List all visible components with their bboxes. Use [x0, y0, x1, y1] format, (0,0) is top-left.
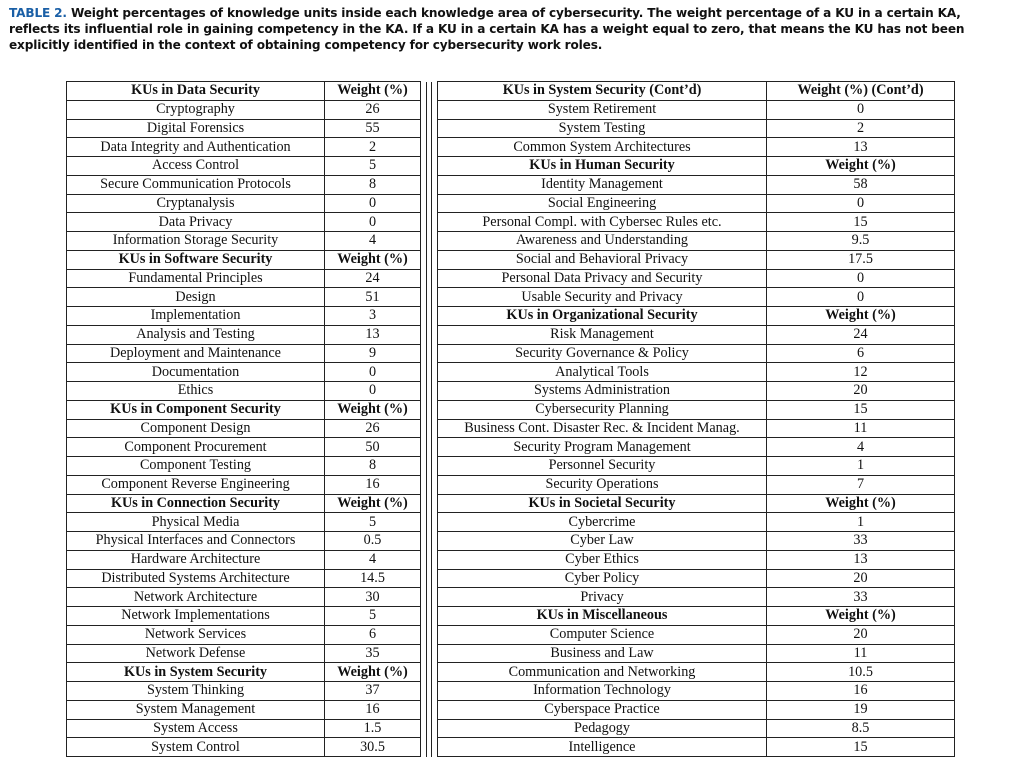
left-weight-value: 0 — [325, 363, 421, 382]
left-weight-value: 30 — [325, 588, 421, 607]
left-section-header: KUs in Component Security — [67, 400, 325, 419]
table-row — [67, 100, 955, 119]
table-row — [67, 194, 955, 213]
right-weight-value: 15 — [767, 738, 955, 757]
left-ku-name: Deployment and Maintenance — [67, 344, 325, 363]
left-ku-name: Data Integrity and Authentication — [67, 138, 325, 157]
right-weight-value: 20 — [767, 382, 955, 401]
left-weight-value: 5 — [325, 157, 421, 176]
left-weight-value: 37 — [325, 682, 421, 701]
right-weight-value: 2 — [767, 119, 955, 138]
left-weight-header: Weight (%) — [325, 663, 421, 682]
left-weight-value: 8 — [325, 457, 421, 476]
right-ku-name: Privacy — [438, 588, 767, 607]
left-weight-value: 9 — [325, 344, 421, 363]
left-weight-value: 0 — [325, 213, 421, 232]
right-ku-name: Identity Management — [438, 175, 767, 194]
right-weight-value: 9.5 — [767, 232, 955, 251]
right-ku-name: Social Engineering — [438, 194, 767, 213]
left-ku-name: Digital Forensics — [67, 119, 325, 138]
right-ku-name: System Testing — [438, 119, 767, 138]
left-weight-value: 16 — [325, 475, 421, 494]
table-row — [67, 269, 955, 288]
table-row — [67, 213, 955, 232]
right-weight-value: 12 — [767, 363, 955, 382]
left-ku-name: Network Defense — [67, 644, 325, 663]
right-weight-value: 15 — [767, 213, 955, 232]
left-weight-value: 16 — [325, 700, 421, 719]
right-weight-value: 20 — [767, 625, 955, 644]
right-weight-value: 16 — [767, 682, 955, 701]
right-ku-name: System Retirement — [438, 100, 767, 119]
left-ku-name: Implementation — [67, 307, 325, 326]
table-row — [67, 175, 955, 194]
right-weight-value: 8.5 — [767, 719, 955, 738]
left-weight-header: Weight (%) — [325, 494, 421, 513]
right-section-header: KUs in Miscellaneous — [438, 607, 767, 626]
right-weight-value: 10.5 — [767, 663, 955, 682]
right-ku-name: Pedagogy — [438, 719, 767, 738]
left-ku-name: Cryptanalysis — [67, 194, 325, 213]
left-weight-value: 30.5 — [325, 738, 421, 757]
left-weight-value: 35 — [325, 644, 421, 663]
table-row — [67, 738, 955, 757]
right-weight-value: 0 — [767, 100, 955, 119]
right-weight-value: 6 — [767, 344, 955, 363]
left-weight-value: 6 — [325, 625, 421, 644]
table-row — [67, 250, 955, 269]
right-ku-name: Risk Management — [438, 325, 767, 344]
left-weight-header: Weight (%) — [325, 82, 421, 101]
table-caption — [9, 5, 1013, 53]
left-weight-value: 2 — [325, 138, 421, 157]
right-ku-name: Security Operations — [438, 475, 767, 494]
left-ku-name: System Access — [67, 719, 325, 738]
right-ku-name: Cyberspace Practice — [438, 700, 767, 719]
left-ku-name: Hardware Architecture — [67, 550, 325, 569]
table-row — [67, 682, 955, 701]
right-weight-value: 1 — [767, 513, 955, 532]
left-section-header: KUs in Data Security — [67, 82, 325, 101]
right-ku-name: Business Cont. Disaster Rec. & Incident Manag. — [438, 419, 767, 438]
table-row — [67, 569, 955, 588]
left-ku-name: Secure Communication Protocols — [67, 175, 325, 194]
left-section-header: KUs in System Security — [67, 663, 325, 682]
right-ku-name: Systems Administration — [438, 382, 767, 401]
right-weight-value: 19 — [767, 700, 955, 719]
table-row — [67, 457, 955, 476]
right-weight-header: Weight (%) — [767, 607, 955, 626]
table-row — [67, 232, 955, 251]
right-weight-header: Weight (%) (Cont’d) — [767, 82, 955, 101]
knowledge-unit-weights-table — [66, 81, 955, 757]
right-ku-name: Usable Security and Privacy — [438, 288, 767, 307]
left-weight-value: 0.5 — [325, 532, 421, 551]
left-weight-value: 26 — [325, 100, 421, 119]
right-ku-name: Cyber Law — [438, 532, 767, 551]
left-ku-name: Ethics — [67, 382, 325, 401]
left-ku-name: Data Privacy — [67, 213, 325, 232]
left-ku-name: Design — [67, 288, 325, 307]
left-section-header: KUs in Connection Security — [67, 494, 325, 513]
right-weight-value: 0 — [767, 194, 955, 213]
table-row — [67, 550, 955, 569]
table-row — [67, 400, 955, 419]
table-row — [67, 138, 955, 157]
right-weight-header: Weight (%) — [767, 307, 955, 326]
right-ku-name: Common System Architectures — [438, 138, 767, 157]
left-ku-name: Cryptography — [67, 100, 325, 119]
right-ku-name: Communication and Networking — [438, 663, 767, 682]
table-row — [67, 288, 955, 307]
right-ku-name: Awareness and Understanding — [438, 232, 767, 251]
left-ku-name: Analysis and Testing — [67, 325, 325, 344]
table-row — [67, 700, 955, 719]
right-weight-header: Weight (%) — [767, 494, 955, 513]
table-row — [67, 363, 955, 382]
right-weight-value: 24 — [767, 325, 955, 344]
table-row — [67, 532, 955, 551]
left-ku-name: Network Services — [67, 625, 325, 644]
table-row — [67, 475, 955, 494]
right-weight-value: 1 — [767, 457, 955, 476]
right-ku-name: Security Governance & Policy — [438, 344, 767, 363]
right-ku-name: Personal Compl. with Cybersec Rules etc. — [438, 213, 767, 232]
right-ku-name: Cyber Policy — [438, 569, 767, 588]
left-ku-name: Component Procurement — [67, 438, 325, 457]
table-row — [67, 607, 955, 626]
table-row — [67, 494, 955, 513]
table-body — [67, 82, 955, 757]
table-row — [67, 438, 955, 457]
left-ku-name: Component Reverse Engineering — [67, 475, 325, 494]
left-weight-value: 0 — [325, 382, 421, 401]
left-ku-name: Physical Media — [67, 513, 325, 532]
right-ku-name: Personal Data Privacy and Security — [438, 269, 767, 288]
left-weight-value: 8 — [325, 175, 421, 194]
right-weight-value: 13 — [767, 138, 955, 157]
table-row — [67, 625, 955, 644]
table-row — [67, 325, 955, 344]
table-row — [67, 382, 955, 401]
left-weight-value: 51 — [325, 288, 421, 307]
right-weight-value: 58 — [767, 175, 955, 194]
table-row — [67, 663, 955, 682]
left-weight-value: 24 — [325, 269, 421, 288]
right-weight-value: 7 — [767, 475, 955, 494]
right-section-header: KUs in System Security (Cont’d) — [438, 82, 767, 101]
table-row — [67, 344, 955, 363]
right-weight-header: Weight (%) — [767, 157, 955, 176]
right-section-header: KUs in Organizational Security — [438, 307, 767, 326]
right-weight-value: 20 — [767, 569, 955, 588]
left-weight-value: 55 — [325, 119, 421, 138]
left-ku-name: Component Testing — [67, 457, 325, 476]
left-ku-name: Physical Interfaces and Connectors — [67, 532, 325, 551]
right-weight-value: 11 — [767, 644, 955, 663]
table-row — [67, 119, 955, 138]
caption-text: Weight percentages of knowledge units inside each knowledge area of cybersecurity. The weight percentage of a KU in a certain KA, reflects its influential role in gaining competency in the KA. If a KU in a certain KA has a weight equal to zero, that means the KU has not been explicitly identified in the context of obtaining competency for cybersecurity work roles. — [9, 6, 965, 52]
table-row — [67, 644, 955, 663]
table-row — [67, 157, 955, 176]
left-weight-value: 14.5 — [325, 569, 421, 588]
table-row — [67, 513, 955, 532]
right-ku-name: Analytical Tools — [438, 363, 767, 382]
left-weight-value: 1.5 — [325, 719, 421, 738]
left-section-header: KUs in Software Security — [67, 250, 325, 269]
right-section-header: KUs in Human Security — [438, 157, 767, 176]
right-weight-value: 17.5 — [767, 250, 955, 269]
left-ku-name: Documentation — [67, 363, 325, 382]
right-weight-value: 13 — [767, 550, 955, 569]
right-ku-name: Information Technology — [438, 682, 767, 701]
left-ku-name: Fundamental Principles — [67, 269, 325, 288]
right-ku-name: Cybercrime — [438, 513, 767, 532]
left-ku-name: System Management — [67, 700, 325, 719]
table-label: TABLE 2. — [9, 6, 67, 20]
right-weight-value: 11 — [767, 419, 955, 438]
right-weight-value: 15 — [767, 400, 955, 419]
left-weight-value: 4 — [325, 232, 421, 251]
right-weight-value: 33 — [767, 588, 955, 607]
table-row — [67, 82, 955, 101]
right-ku-name: Cybersecurity Planning — [438, 400, 767, 419]
left-ku-name: Access Control — [67, 157, 325, 176]
left-weight-value: 0 — [325, 194, 421, 213]
left-ku-name: Information Storage Security — [67, 232, 325, 251]
right-weight-value: 0 — [767, 288, 955, 307]
right-weight-value: 33 — [767, 532, 955, 551]
left-weight-value: 5 — [325, 607, 421, 626]
right-ku-name: Business and Law — [438, 644, 767, 663]
right-ku-name: Personnel Security — [438, 457, 767, 476]
table-row — [67, 307, 955, 326]
right-ku-name: Security Program Management — [438, 438, 767, 457]
right-ku-name: Social and Behavioral Privacy — [438, 250, 767, 269]
right-weight-value: 4 — [767, 438, 955, 457]
left-ku-name: Network Implementations — [67, 607, 325, 626]
left-weight-value: 26 — [325, 419, 421, 438]
left-weight-value: 13 — [325, 325, 421, 344]
right-ku-name: Cyber Ethics — [438, 550, 767, 569]
left-ku-name: System Control — [67, 738, 325, 757]
left-ku-name: Distributed Systems Architecture — [67, 569, 325, 588]
left-weight-header: Weight (%) — [325, 250, 421, 269]
left-ku-name: System Thinking — [67, 682, 325, 701]
left-ku-name: Component Design — [67, 419, 325, 438]
table-row — [67, 719, 955, 738]
left-weight-value: 3 — [325, 307, 421, 326]
right-weight-value: 0 — [767, 269, 955, 288]
right-section-header: KUs in Societal Security — [438, 494, 767, 513]
left-weight-value: 50 — [325, 438, 421, 457]
right-ku-name: Intelligence — [438, 738, 767, 757]
right-ku-name: Computer Science — [438, 625, 767, 644]
table-row — [67, 419, 955, 438]
left-ku-name: Network Architecture — [67, 588, 325, 607]
table-row — [67, 588, 955, 607]
left-weight-value: 4 — [325, 550, 421, 569]
left-weight-header: Weight (%) — [325, 400, 421, 419]
left-weight-value: 5 — [325, 513, 421, 532]
